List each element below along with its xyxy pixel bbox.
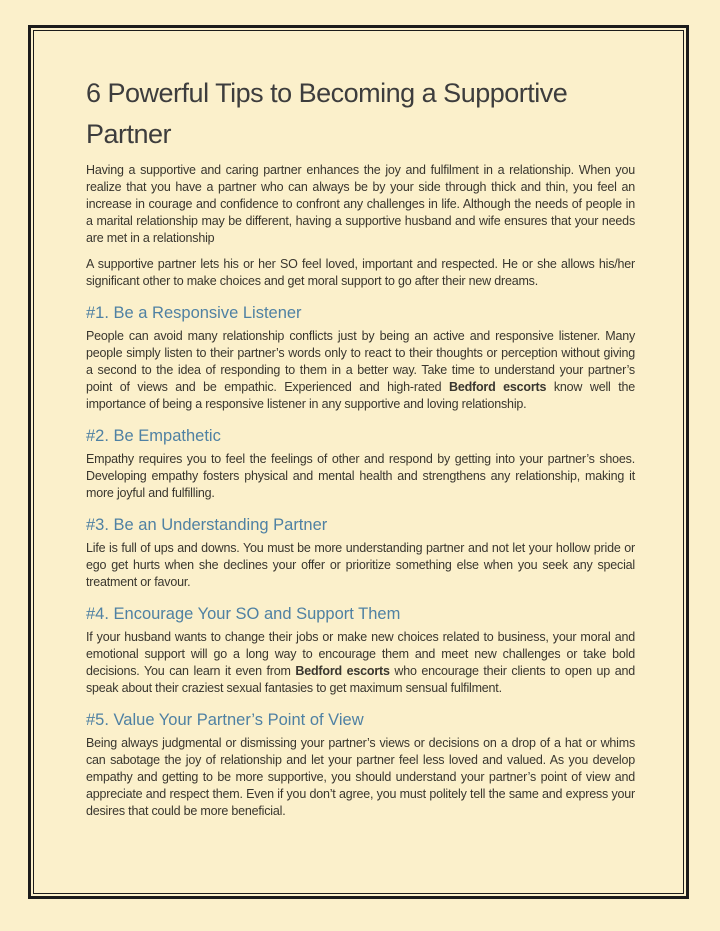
section-heading-4: #4. Encourage Your SO and Support Them — [86, 605, 401, 623]
section-body-4-bold-term: Bedford escorts — [295, 664, 390, 678]
section-body-5-text: Being always judgmental or dismissing your partner’s views or decisions on a drop of a hat or whims can sabotage the joy of relationship and let your partner feel less loved and valued. As you develop empathy and getting to be more supportive, you should understand your partner’s point of view and appreciate and respect them. Even if you don’t agree, you must politely tell the same and express your desires that could be more beneficial. — [86, 736, 635, 818]
section-body-1 — [86, 328, 635, 413]
section-body-1-bold-term: Bedford escorts — [449, 380, 547, 394]
section-body-1-text: People can avoid many relationship conflicts just by being an active and responsive listener. Many people simply listen to their partner’s words only to react to their thoughts or perception without giving a second to the idea of responding to them in a better way. Take time to understand your partner’s point of views and be empathic. Experienced and high-rated — [86, 329, 635, 394]
page-border-inner — [33, 30, 684, 894]
article-title: 6 Powerful Tips to Becoming a Supportive Partner — [86, 78, 568, 149]
section-body-4-text: If your husband wants to change their jobs or make new choices related to business, your moral and emotional support will go a long way to encourage them and meet new challenges or take bold decisions. You can learn it even from — [86, 630, 635, 678]
section-heading-3: #3. Be an Understanding Partner — [86, 516, 328, 534]
section-body-5 — [86, 735, 635, 820]
section-heading-2: #2. Be Empathetic — [86, 427, 221, 445]
section-body-3-text: Life is full of ups and downs. You must be more understanding partner and not let your hollow pride or ego get hurts when she declines your offer or prioritize something else when you seek any special treatment or favour. — [86, 541, 635, 589]
intro-paragraph-2: A supportive partner lets his or her SO feel loved, important and respected. He or she allows his/her significant other to make choices and get moral support to go after their new dreams. — [86, 257, 635, 288]
section-heading-5: #5. Value Your Partner’s Point of View — [86, 711, 364, 729]
page-border-frame — [28, 25, 689, 899]
section-heading-1: #1. Be a Responsive Listener — [86, 304, 302, 322]
section-body-4 — [86, 629, 635, 697]
intro-paragraph-1: Having a supportive and caring partner enhances the joy and fulfilment in a relationship. When you realize that you have a partner who can always be by your side through thick and thin, you feel an increase in courage and confidence to confront any challenges in life. Although the needs of people in a marital relationship may be different, having a supportive husband and wife ensures that your needs are met in a relationship — [86, 163, 635, 245]
section-body-3 — [86, 540, 635, 591]
article-content — [34, 31, 683, 820]
section-body-4-text-after: who encourage their clients to open up and speak about their craziest sexual fantasies to get maximum sensual fulfilment. — [86, 664, 635, 695]
section-body-2 — [86, 451, 635, 502]
section-body-2-text: Empathy requires you to feel the feelings of other and respond by getting into your partner’s shoes. Developing empathy fosters physical and mental health and strengthens any relationship, making it more joyful and fulfilling. — [86, 452, 635, 500]
section-body-1-text-after: know well the importance of being a responsive listener in any supportive and loving relationship. — [86, 380, 636, 411]
